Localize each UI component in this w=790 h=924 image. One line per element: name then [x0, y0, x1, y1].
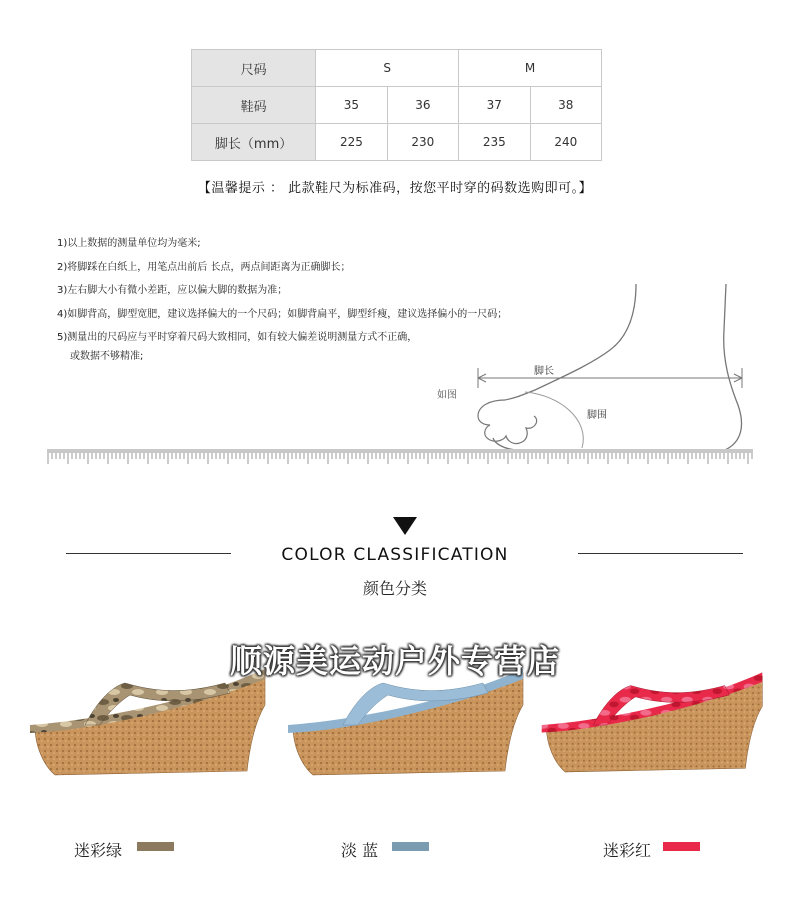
color-label-camo-green: 迷彩绿 — [74, 841, 123, 860]
shoe-size-header: 鞋码 — [192, 87, 316, 124]
foot-length-cell: 225 — [316, 124, 387, 161]
foot-diagram — [0, 270, 790, 455]
camo-green-swatch — [137, 842, 174, 851]
note-line: 1)以上数据的测量单位均为毫米; — [57, 238, 201, 249]
foot-length-cell: 230 — [387, 124, 458, 161]
as-shown-label: 如图 — [437, 390, 457, 401]
note-line: 4)如脚背高，脚型宽肥，建议选择偏大的一个尺码；如脚背扁平，脚型纤瘦，建议选择偏小的一尺码； — [57, 308, 508, 320]
shop-watermark: 顺源美运动户外专营店 — [229, 642, 560, 680]
shoe-size-cell: 35 — [316, 87, 387, 124]
note-line: 2)将脚踩在白纸上，用笔点出前后 长点，两点间距离为正确脚长； — [57, 261, 351, 273]
foot-girth-label: 脚围 — [587, 410, 607, 421]
foot-toes — [478, 400, 537, 444]
color-section-title: COLOR CLASSIFICATION — [281, 545, 509, 565]
shoe-size-row — [192, 87, 602, 124]
shoe-size-cell: 36 — [387, 87, 458, 124]
size-cell-m: M — [459, 50, 602, 87]
light-blue-shoe-image — [283, 665, 528, 785]
camo-red-swatch — [663, 842, 700, 851]
size-row — [192, 50, 602, 87]
size-tip: 【温馨提示 ： 此款鞋尺为标准码，按您平时穿的码数选购即可。】 — [197, 181, 593, 196]
note-line: 或数据不够精准; — [70, 350, 144, 362]
color-label-camo-red: 迷彩红 — [603, 841, 652, 860]
down-triangle-icon — [393, 517, 417, 535]
girth-curve — [525, 392, 583, 448]
size-header: 尺码 — [192, 50, 316, 87]
foot-length-row — [192, 124, 602, 161]
light-blue-swatch — [392, 842, 429, 851]
camo-red-shoe-image — [537, 665, 767, 785]
shoe-size-cell: 37 — [459, 87, 530, 124]
note-line: 3)左右脚大小有微小差距，应以偏大脚的数据为准； — [57, 285, 288, 296]
color-section-subtitle: 颜色分类 — [362, 579, 427, 598]
color-label-light-blue: 淡 蓝 — [341, 841, 379, 860]
foot-length-cell: 240 — [530, 124, 601, 161]
foot-instep — [505, 284, 636, 400]
foot-length-cell: 235 — [459, 124, 530, 161]
ruler — [47, 449, 753, 465]
shoe-size-cell: 38 — [530, 87, 601, 124]
size-table — [191, 49, 602, 161]
note-line: 5)测量出的尺码应与平时穿着尺码大致相同，如有较大偏差说明测量方式不正确， — [57, 332, 418, 343]
foot-outline — [493, 284, 742, 450]
foot-length-label: 脚长 — [534, 366, 554, 377]
camo-green-shoe-image — [25, 665, 270, 785]
size-cell-s: S — [316, 50, 459, 87]
foot-length-header: 脚长（mm） — [192, 124, 316, 161]
